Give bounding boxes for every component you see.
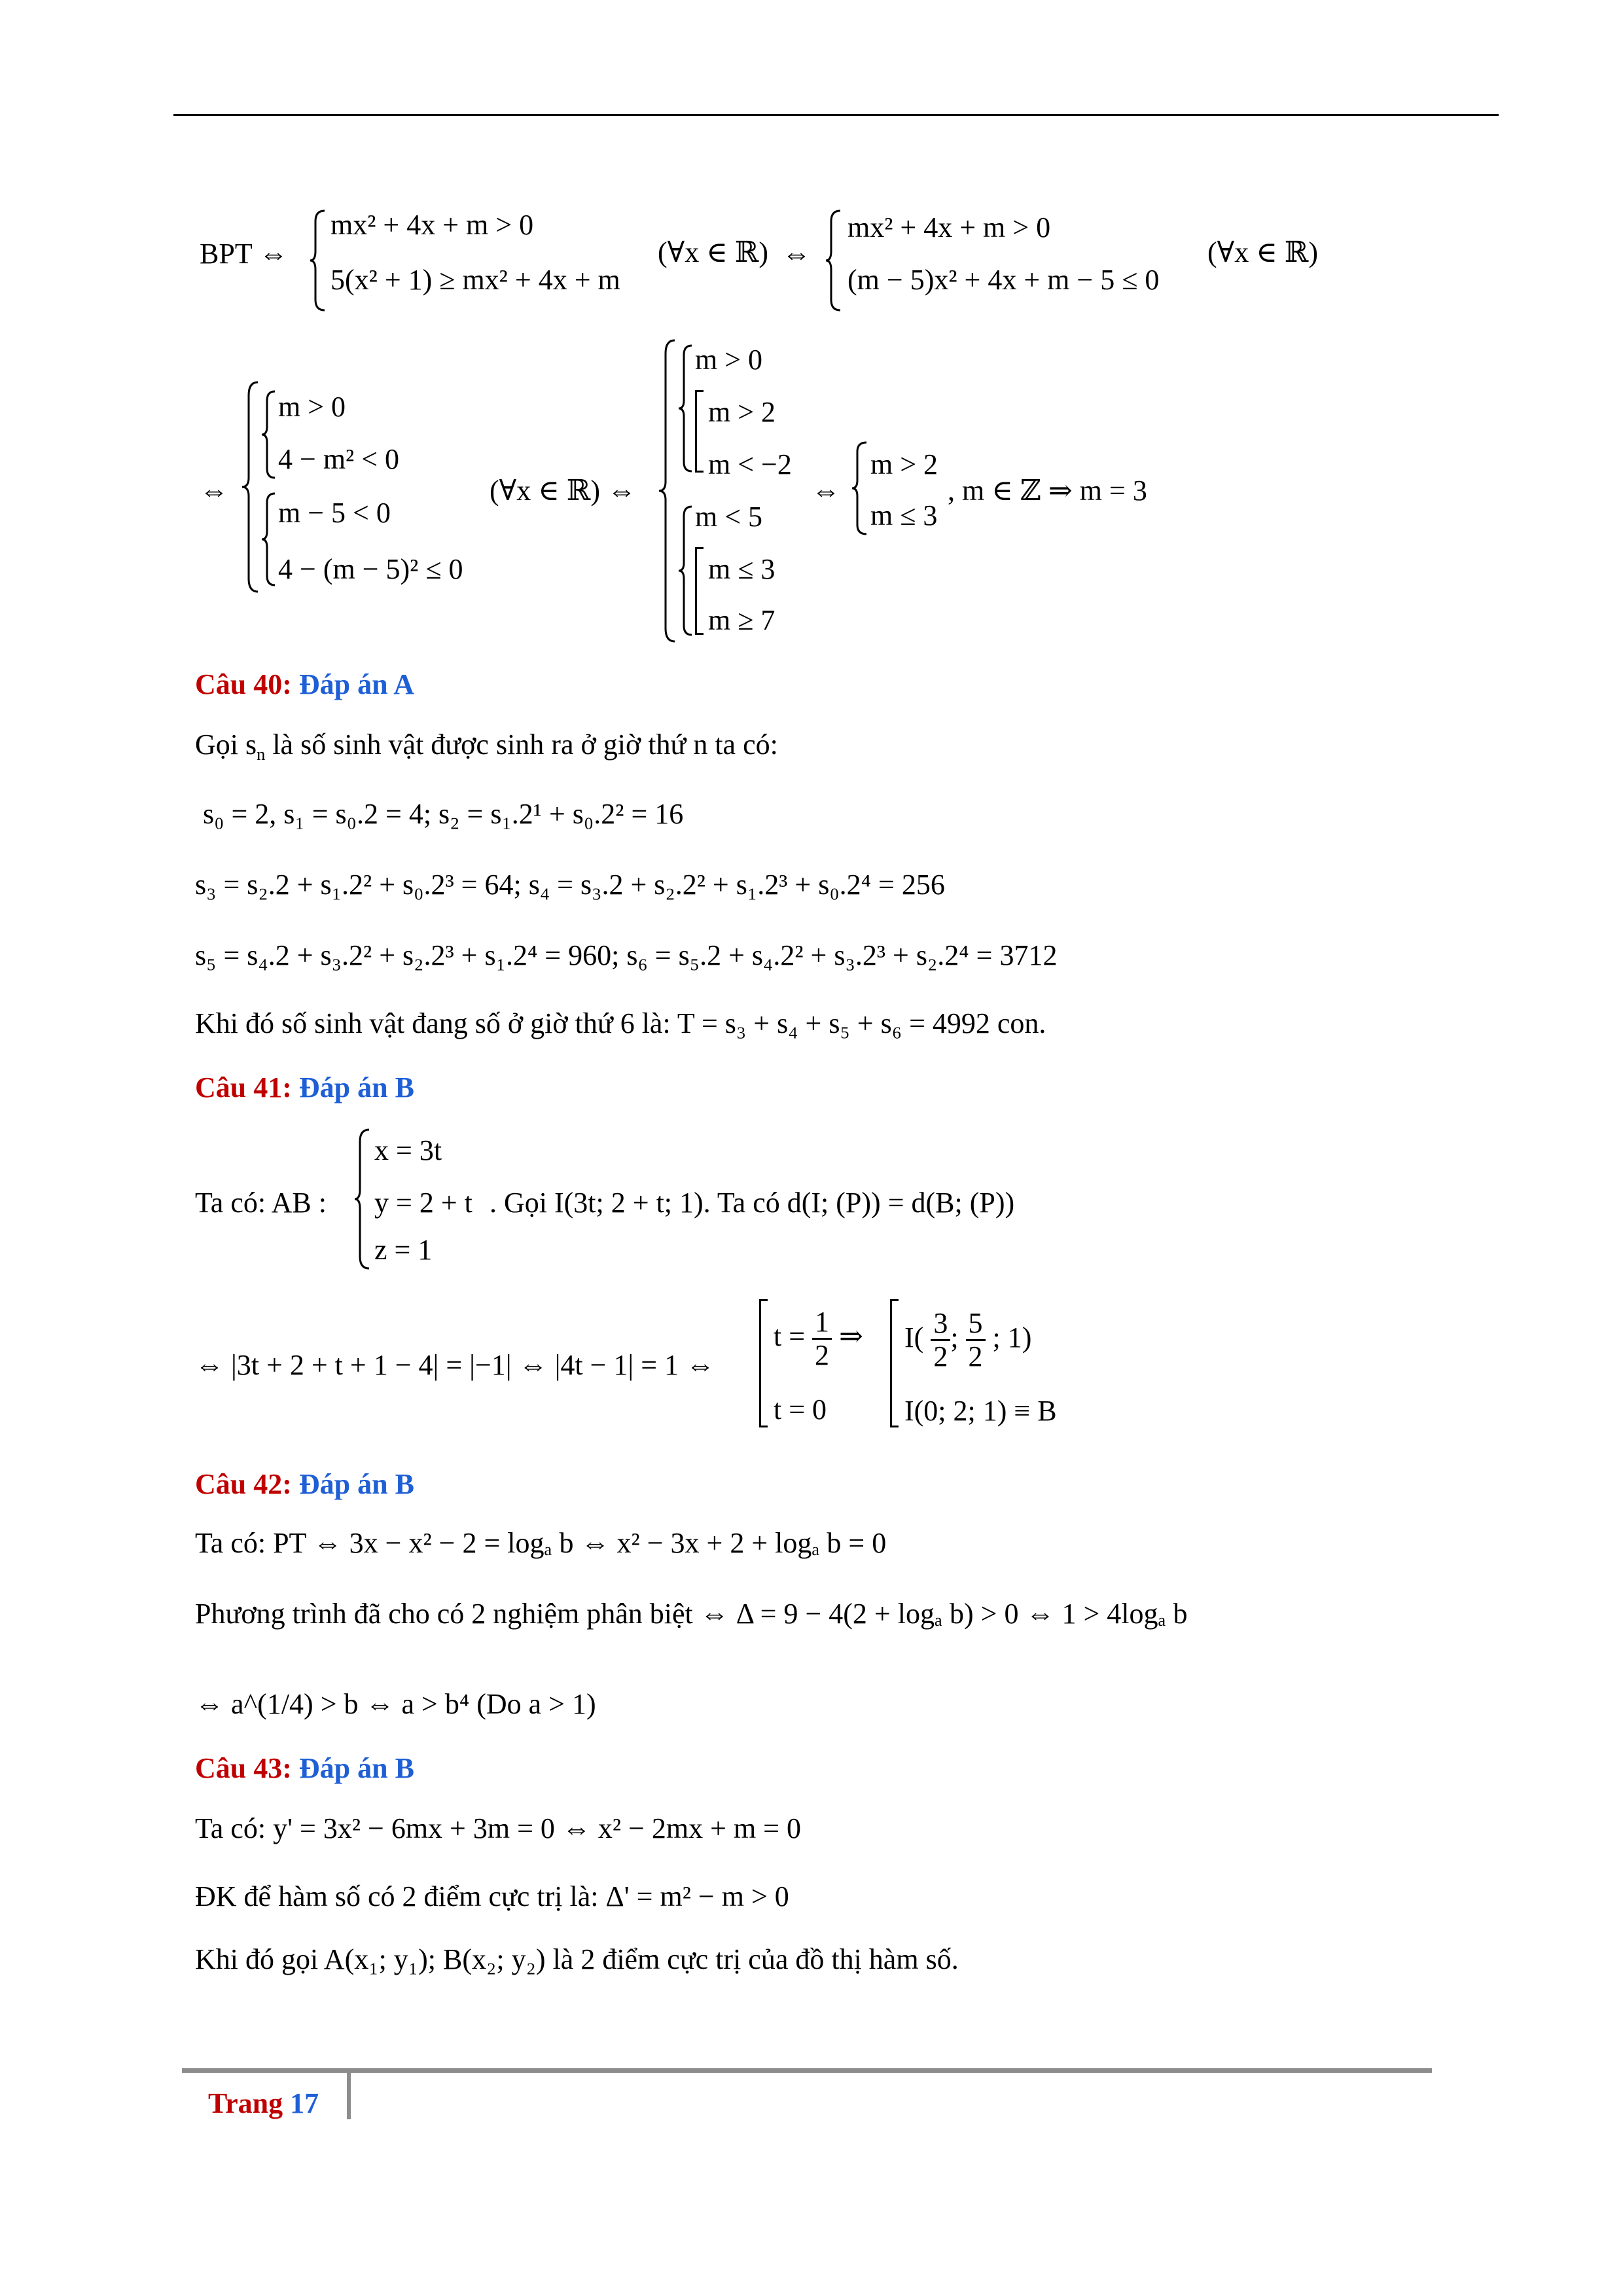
q41-i1-n2: 5 [966, 1308, 986, 1341]
q43-line1: Ta có: y' = 3x² − 6mx + 3m = 0 ⇔ x² − 2mx + m = 0 [195, 1812, 801, 1844]
q41-t-eq: t = [774, 1319, 806, 1352]
cases-inner-brace-1 [260, 389, 277, 480]
cases-right-brace [851, 440, 869, 538]
q41-t-den: 2 [815, 1339, 830, 1372]
q40-intro-text: Gọi s [195, 728, 257, 761]
bpt-iff: ⇔ [782, 238, 811, 270]
footer-divider [347, 2068, 351, 2119]
cases-a1: m > 0 [278, 391, 346, 423]
q40-eq3: s₅ = s₄.2 + s₃.2² + s₂.2³ + s₁.2⁴ = 960; s₆ = s₅.2 + s₄.2² + s₃.2³ + s₂.2⁴ = 3712 [195, 939, 1058, 971]
cases-c1: m > 2 [870, 448, 938, 480]
q42-line3: ⇔ a^(1/4) > b ⇔ a > b⁴ (Do a > 1) [195, 1688, 596, 1720]
page-value: 17 [290, 2087, 319, 2119]
q41-label: Câu 41: [195, 1071, 292, 1103]
bpt-forall-2: (∀x ∈ ℝ) [1207, 236, 1318, 268]
cases-forall: (∀x ∈ ℝ) ⇔ [490, 475, 636, 507]
q41-bracket-i [890, 1299, 899, 1427]
bpt-sys1-line2: 5(x² + 1) ≥ mx² + 4x + m [330, 264, 620, 296]
q41-i2: I(0; 2; 1) ≡ B [904, 1395, 1057, 1427]
cases-mid-bracket-2 [695, 547, 704, 635]
q42-line2: Phương trình đã cho có 2 nghiệm phân biệt ⇔ Δ = 9 − 4(2 + logₐ b) > 0 ⇔ 1 > 4logₐ b [195, 1598, 1188, 1630]
q41-sys-z: z = 1 [374, 1234, 433, 1266]
cases-mid-brace-2 [677, 504, 694, 639]
cases-a3: m − 5 < 0 [278, 497, 391, 529]
cases-mid-bracket-1 [695, 390, 704, 473]
q42-heading [195, 1470, 414, 1499]
q40-heading [195, 670, 414, 699]
q41-mid: . Gọi I(3t; 2 + t; 1). Ta có d(I; (P)) = d(B; (P)) [490, 1187, 1015, 1219]
q41-t-half [774, 1306, 863, 1372]
q41-brace [353, 1127, 373, 1271]
q42-answer: Đáp án B [298, 1468, 414, 1500]
q41-i1-frac2 [966, 1308, 986, 1373]
q41-sys-x: x = 3t [374, 1134, 442, 1166]
q41-t-frac [812, 1306, 832, 1372]
cases-inner-brace-2 [260, 491, 277, 589]
q43-heading [195, 1754, 414, 1783]
q41-i1-d2: 2 [968, 1340, 983, 1373]
bpt-sys1-line1: mx² + 4x + m > 0 [330, 209, 534, 241]
bpt-brace-1 [309, 208, 329, 313]
cases-b6: m ≥ 7 [708, 604, 776, 636]
cases-b2: m > 2 [708, 396, 776, 428]
cases-c2: m ≤ 3 [870, 499, 938, 531]
q40-intro [195, 730, 778, 763]
q41-i1-n1: 3 [931, 1308, 950, 1341]
cases-a4: 4 − (m − 5)² ≤ 0 [278, 553, 463, 585]
bpt-lhs: BPT ⇔ [200, 238, 288, 270]
cases-b3: m < −2 [708, 448, 792, 480]
cases-iff-2: ⇔ [812, 475, 840, 507]
q41-t-implies: ⇒ [839, 1319, 863, 1352]
q41-i1-d1: 2 [933, 1340, 948, 1373]
page-number [208, 2087, 319, 2120]
q40-eq2: s₃ = s₂.2 + s₁.2² + s₀.2³ = 64; s₄ = s₃.2 + s₂.2² + s₁.2³ + s₀.2⁴ = 256 [195, 869, 945, 901]
q41-lead: Ta có: AB : [195, 1187, 327, 1219]
q43-line3: Khi đó gọi A(x₁; y₁); B(x₂; y₂) là 2 điểm cực trị của đồ thị hàm số. [195, 1943, 959, 1975]
bpt-sys2-line2: (m − 5)x² + 4x + m − 5 ≤ 0 [847, 264, 1160, 296]
q43-line2: ĐK để hàm số có 2 điểm cực trị là: Δ' = m² − m > 0 [195, 1880, 789, 1912]
cases-b5: m ≤ 3 [708, 553, 776, 585]
cases-mid-outer-brace [658, 338, 679, 645]
bpt-brace-2 [825, 208, 844, 313]
q40-eq1: s₀ = 2, s₁ = s₀.2 = 4; s₂ = s₁.2¹ + s₀.2² = 16 [203, 798, 684, 830]
cases-b1: m > 0 [695, 344, 763, 376]
q41-answer: Đáp án B [298, 1071, 414, 1103]
cases-a2: 4 − m² < 0 [278, 443, 400, 475]
cases-iff: ⇔ [200, 475, 228, 507]
cases-outer-brace [241, 380, 262, 596]
q40-intro-sub: n [257, 744, 266, 764]
cases-mid-brace-1 [677, 343, 694, 474]
q40-conclusion: Khi đó số sinh vật đang số ở giờ thứ 6 là: T = s₃ + s₄ + s₅ + s₆ = 4992 con. [195, 1007, 1046, 1039]
q42-line1: Ta có: PT ⇔ 3x − x² − 2 = logₐ b ⇔ x² − 3x + 2 + logₐ b = 0 [195, 1527, 887, 1559]
q41-bracket-t [759, 1299, 768, 1427]
q41-t-num: 1 [812, 1306, 832, 1340]
header-rule [173, 114, 1499, 116]
q41-heading [195, 1073, 414, 1102]
q41-t-zero: t = 0 [774, 1393, 827, 1426]
q41-i1-frac1 [931, 1308, 950, 1373]
q41-line2: ⇔ |3t + 2 + t + 1 − 4| = |−1| ⇔ |4t − 1| = 1 ⇔ [195, 1349, 715, 1381]
bpt-sys2-line1: mx² + 4x + m > 0 [847, 211, 1051, 243]
q42-label: Câu 42: [195, 1468, 292, 1500]
q41-i1-post: ; 1) [992, 1321, 1032, 1354]
page-label: Trang [208, 2087, 283, 2119]
q40-label: Câu 40: [195, 668, 292, 700]
q43-label: Câu 43: [195, 1752, 292, 1784]
bpt-forall: (∀x ∈ ℝ) [658, 236, 768, 268]
q41-i1-pre: I( [904, 1321, 924, 1354]
q41-sys-y: y = 2 + t [374, 1187, 473, 1219]
q43-answer: Đáp án B [298, 1752, 414, 1784]
q40-intro-rest: là số sinh vật được sinh ra ở giờ thứ n ta có: [265, 728, 778, 761]
q40-answer: Đáp án A [298, 668, 414, 700]
cases-b4: m < 5 [695, 501, 763, 533]
cases-result: , m ∈ ℤ ⇒ m = 3 [948, 475, 1147, 507]
q41-i1: I( $\frac{3}{2}$ ; $\frac{5}{2}$ ; 1) [904, 1307, 1032, 1373]
footer-rule [182, 2068, 1432, 2073]
